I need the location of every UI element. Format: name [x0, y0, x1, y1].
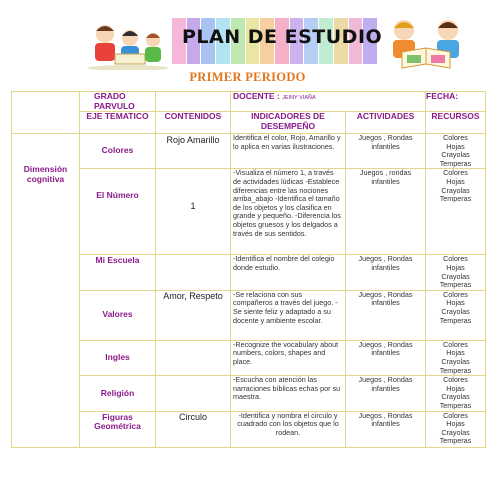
docente-name: JEINY VIAÑA [282, 95, 316, 101]
row-indicadores: -Visualiza el número 1, a través de actividades lúdicas -Establece diferencias entre las nociones arriba_abajo -Identifica el tamaño de los objetos y los clasifica en grande y pequeño. -Diferencia los objetos gruesos y los delgados a través de sus sentidos. [231, 169, 346, 255]
recurso-item: Colores [443, 339, 468, 349]
recurso-item: Crayolas [441, 356, 470, 366]
recurso-item: Colores [443, 410, 468, 420]
row-recursos [426, 411, 486, 447]
dimension-cell: Dimensión cognitiva [12, 134, 80, 448]
header-eje-tematico: EJE TEMATICO [80, 112, 156, 134]
page-title: PLAN DE ESTUDIO [182, 26, 383, 48]
table-row [12, 411, 486, 447]
recurso-item: Hojas [446, 176, 465, 186]
row-tema: El Número [80, 169, 156, 255]
row-recursos [426, 169, 486, 255]
row-indicadores: -Se relaciona con sus compañeros a través del juego. -Se siente feliz y adaptado a su docente y ambiente escolar. [231, 290, 346, 340]
period-title: PRIMER PERIODO [189, 70, 306, 84]
recurso-item: Temperas [439, 365, 472, 375]
row-indicadores: -Identifica el nombre del colegio donde estudio. [231, 255, 346, 290]
recurso-item: Crayolas [441, 271, 470, 281]
row-indicadores: -Escucha con atención las narraciones bíblicas echas por su maestra. [231, 376, 346, 411]
row-recursos [426, 340, 486, 375]
recurso-item: Colores [443, 254, 468, 264]
table-row [12, 376, 486, 411]
dimension-header-blank [12, 92, 80, 134]
children-with-book-illustration-icon [374, 14, 478, 72]
grado-label: GRADO PARVULO [80, 92, 156, 112]
row-tema: Mi Escuela [80, 255, 156, 290]
recurso-item: Temperas [439, 436, 472, 446]
docente-cell [231, 92, 426, 112]
table-row [12, 169, 486, 255]
row-actividades: Juegos , Rondas infantiles [346, 411, 426, 447]
row-contenido: 1 [156, 169, 231, 255]
recurso-item: Temperas [439, 400, 472, 410]
recurso-item: Crayolas [441, 392, 470, 402]
row-indicadores: -Identifica y nombra el circulo y cuadrado con los objetos que lo rodean. [231, 411, 346, 447]
table-row [12, 134, 486, 169]
recurso-item: Temperas [439, 158, 472, 168]
recurso-item: Hojas [446, 419, 465, 429]
row-actividades: Juegos , Rondas infantiles [346, 376, 426, 411]
row-tema: Colores [80, 134, 156, 169]
children-reading-illustration-icon [85, 18, 171, 70]
row-actividades: Juegos , rondas infantiles [346, 169, 426, 255]
row-actividades: Juegos , Rondas infantiles [346, 340, 426, 375]
header-recursos: RECURSOS [426, 112, 486, 134]
header-indicadores: INDICADORES DE DESEMPEÑO [231, 112, 346, 134]
table-row [12, 340, 486, 375]
row-indicadores: Identifica el color, Rojo, Amarillo y lo aplica en varias ilustraciones. [231, 134, 346, 169]
recurso-item: Hojas [446, 141, 465, 151]
recurso-item: Colores [443, 168, 468, 178]
row-tema: Figuras Geométrica [80, 411, 156, 447]
row-contenido: Amor, Respeto [156, 290, 231, 340]
recurso-item: Crayolas [441, 427, 470, 437]
row-tema: Valores [80, 290, 156, 340]
row-recursos [426, 255, 486, 290]
row-actividades: Juegos , Rondas infantiles [346, 134, 426, 169]
grado-blank [156, 92, 231, 112]
recurso-item: Crayolas [441, 150, 470, 160]
row-tema: Religión [80, 376, 156, 411]
recurso-item: Temperas [439, 315, 472, 325]
fecha-label: FECHA: [426, 92, 486, 112]
table-row [12, 290, 486, 340]
recurso-item: Hojas [446, 383, 465, 393]
row-contenido: Rojo Amarillo [156, 134, 231, 169]
header-actividades: ACTIVIDADES [346, 112, 426, 134]
recurso-item: Colores [443, 375, 468, 385]
row-contenido [156, 340, 231, 375]
recurso-item: Colores [443, 133, 468, 142]
recurso-item: Temperas [439, 280, 472, 290]
row-recursos [426, 376, 486, 411]
row-contenido: Circulo [156, 411, 231, 447]
header-contenidos: CONTENIDOS [156, 112, 231, 134]
row-actividades: Juegos , Rondas infantiles [346, 255, 426, 290]
recurso-item: Hojas [446, 348, 465, 358]
study-plan-table [11, 91, 486, 448]
recurso-item: Hojas [446, 262, 465, 272]
row-contenido [156, 255, 231, 290]
row-indicadores: -Recognize the vocabulary about numbers, colors, shapes and place. [231, 340, 346, 375]
row-tema: Ingles [80, 340, 156, 375]
recurso-item: Temperas [439, 194, 472, 204]
recurso-item: Colores [443, 289, 468, 299]
recurso-item: Crayolas [441, 306, 470, 316]
recurso-item: Hojas [446, 298, 465, 308]
row-contenido [156, 376, 231, 411]
header-banner [0, 0, 495, 70]
docente-label: DOCENTE : [233, 91, 280, 101]
recurso-item: Crayolas [441, 185, 470, 195]
row-recursos [426, 290, 486, 340]
table-row [12, 255, 486, 290]
row-actividades: Juegos , Rondas infantiles [346, 290, 426, 340]
row-recursos [426, 134, 486, 169]
